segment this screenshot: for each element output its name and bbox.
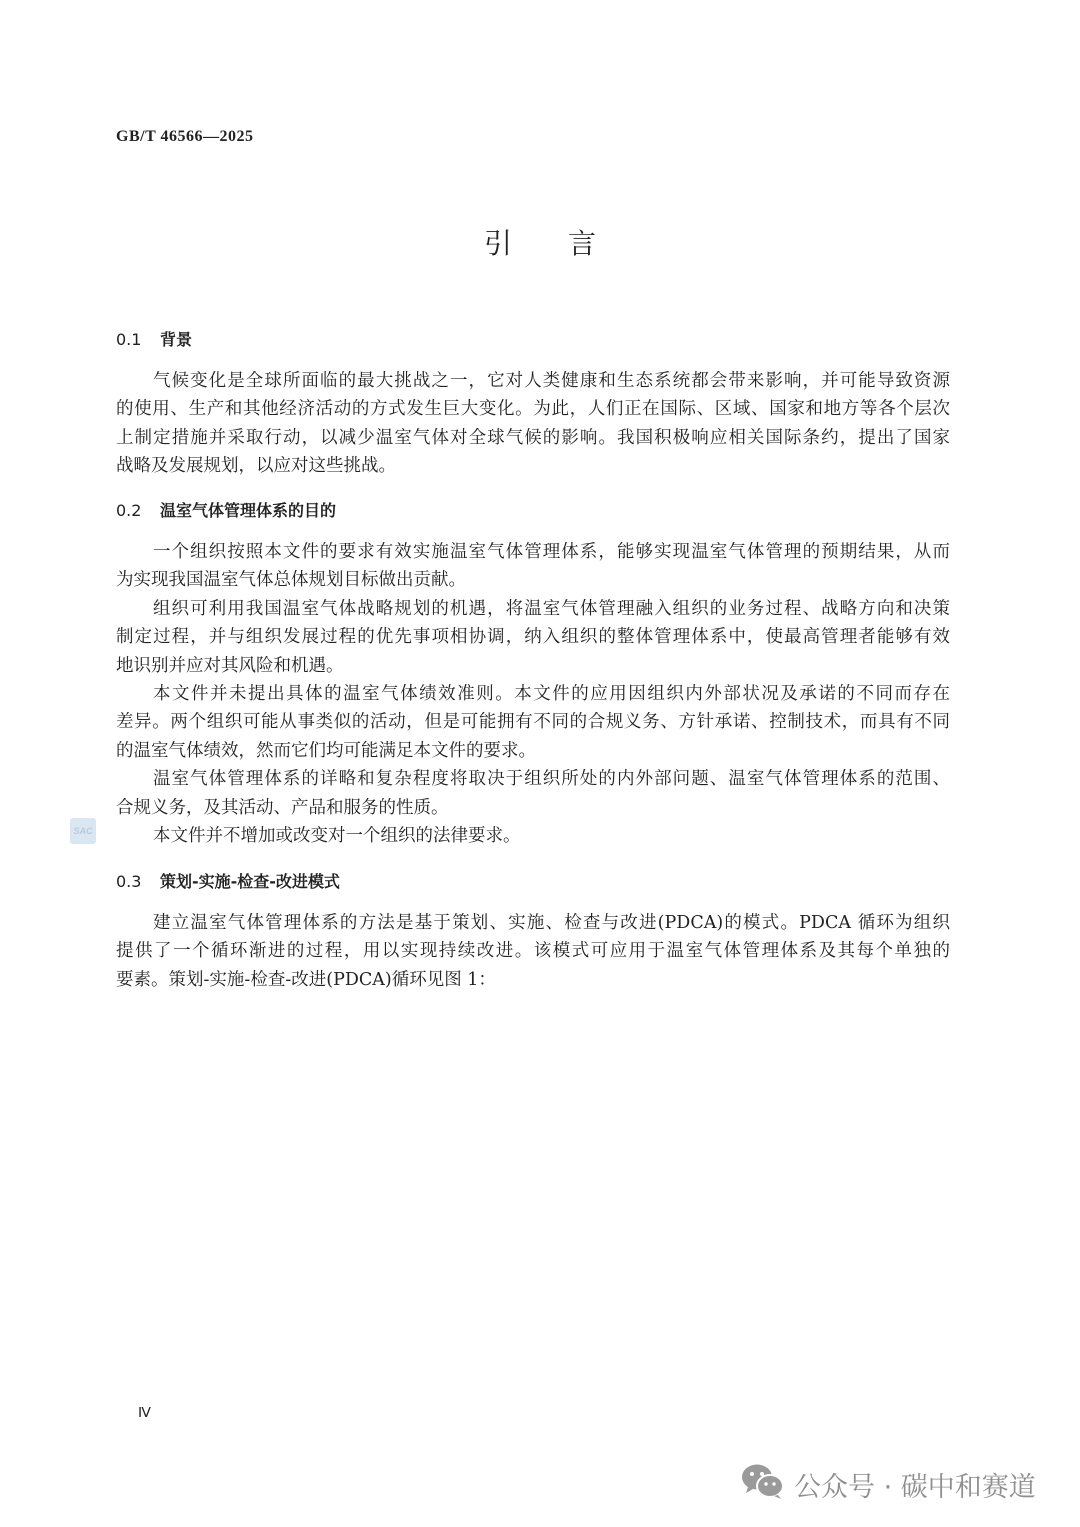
page-title: 引言 bbox=[483, 227, 652, 260]
section-0-2-body bbox=[116, 538, 950, 850]
section-heading-0-2 bbox=[116, 498, 336, 521]
section-number: 0.3 bbox=[116, 872, 142, 891]
wechat-icon bbox=[740, 1462, 786, 1507]
section-heading-0-1 bbox=[116, 327, 192, 350]
section-title: 温室气体管理体系的目的 bbox=[160, 501, 337, 520]
paragraph-line: 一个组织按照本文件的要求有效实施温室气体管理体系，能够实现温室气体管理的预期结果，从而 bbox=[153, 542, 950, 562]
section-heading-0-3 bbox=[116, 869, 340, 892]
paragraph-line: 为实现我国温室气体总体规划目标做出贡献。 bbox=[116, 570, 466, 591]
sac-logo: SAC bbox=[70, 818, 96, 844]
paragraph-line: 本文件并未提出具体的温室气体绩效准则。本文件的应用因组织内外部状况及承诺的不同而存在 bbox=[153, 683, 950, 704]
watermark bbox=[740, 1462, 1036, 1507]
paragraph-line: 提供了一个循环渐进的过程，用以实现持续改进。该模式可应用于温室气体管理体系及其每个单独的 bbox=[116, 941, 950, 962]
paragraph-line: 温室气体管理体系的详略和复杂程度将取决于组织所处的内外部问题、温室气体管理体系的范围、 bbox=[153, 769, 950, 790]
paragraph-line: 的使用、生产和其他经济活动的方式发生巨大变化。为此，人们正在国际、区域、国家和地方等各个层次 bbox=[116, 399, 950, 420]
standard-number: GB/T 46566—2025 bbox=[116, 128, 254, 145]
paragraph-line: 合规义务，及其活动、产品和服务的性质。 bbox=[116, 797, 449, 818]
paragraph-line: 战略及发展规划，以应对这些挑战。 bbox=[116, 456, 396, 477]
paragraph-line: 要素。策划-实施-检查-改进(PDCA)循环见图 1： bbox=[116, 969, 496, 990]
section-0-1-body bbox=[116, 367, 950, 481]
paragraph-line: 建立温室气体管理体系的方法是基于策划、实施、检查与改进(PDCA)的模式。PDCA 循环为组织 bbox=[153, 913, 950, 933]
paragraph-line: 本文件并不增加或改变对一个组织的法律要求。 bbox=[153, 825, 521, 846]
section-number: 0.1 bbox=[116, 330, 142, 349]
paragraph-line: 差异。两个组织可能从事类似的活动，但是可能拥有不同的合规义务、方针承诺、控制技术，而具有不同 bbox=[116, 712, 950, 733]
paragraph-line: 制定过程，并与组织发展过程的优先事项相协调，纳入组织的整体管理体系中，使最高管理者能够有效 bbox=[116, 627, 950, 648]
paragraph-line: 的温室气体绩效，然而它们均可能满足本文件的要求。 bbox=[116, 740, 536, 761]
paragraph-line: 组织可利用我国温室气体战略规划的机遇，将温室气体管理融入组织的业务过程、战略方向和决策 bbox=[153, 598, 950, 619]
section-title: 策划-实施-检查-改进模式 bbox=[160, 872, 340, 891]
section-0-3-body bbox=[116, 909, 950, 994]
paragraph-line: 气候变化是全球所面临的最大挑战之一，它对人类健康和生态系统都会带来影响，并可能导致资源 bbox=[153, 371, 950, 391]
paragraph-line: 地识别并应对其风险和机遇。 bbox=[116, 655, 344, 676]
section-title: 背景 bbox=[160, 330, 193, 349]
page-number: Ⅳ bbox=[138, 1406, 151, 1421]
paragraph-line: 上制定措施并采取行动，以减少温室气体对全球气候的影响。我国积极响应相关国际条约，提出了国家 bbox=[116, 427, 950, 448]
watermark-text: 公众号 · 碳中和赛道 bbox=[794, 1472, 1036, 1503]
section-number: 0.2 bbox=[116, 501, 142, 520]
